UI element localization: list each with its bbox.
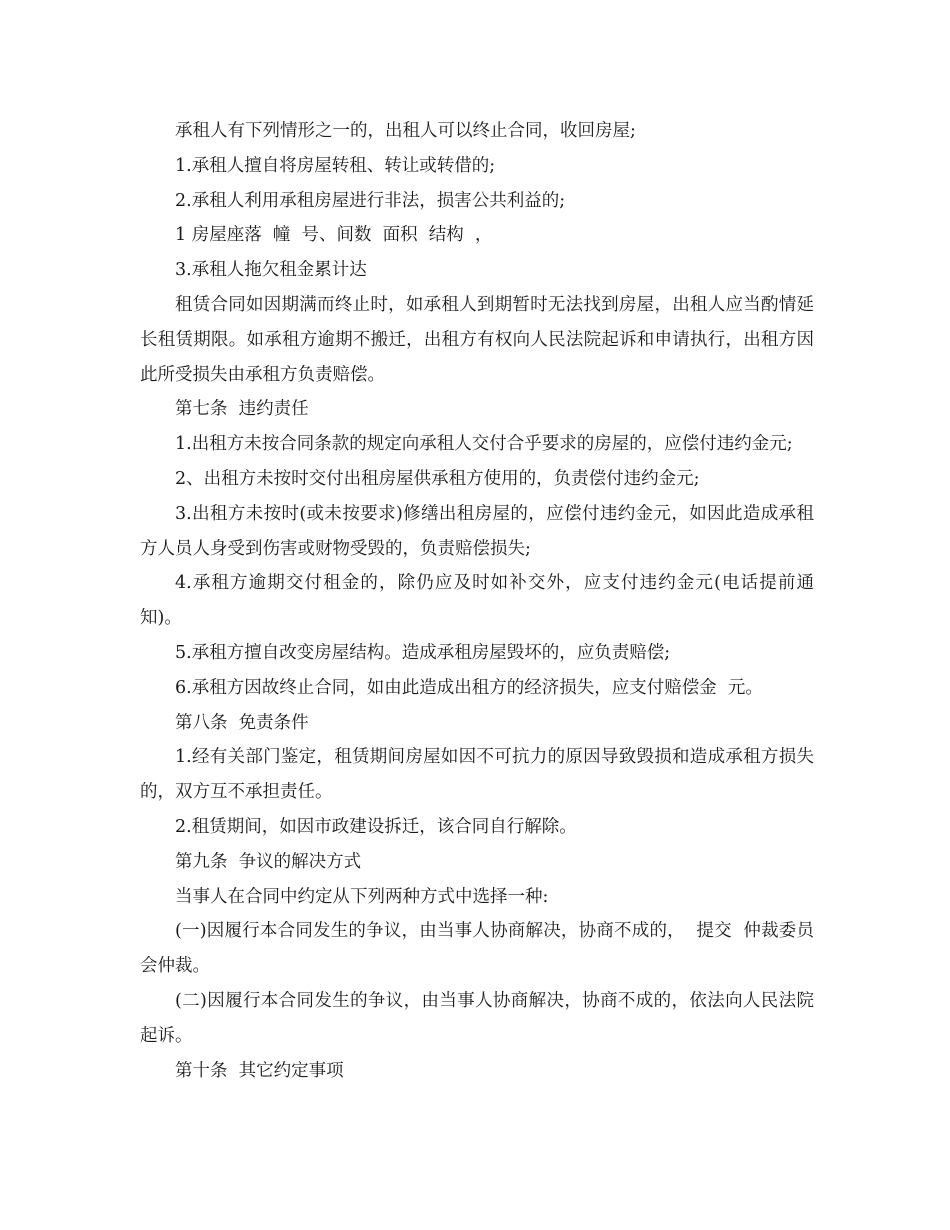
paragraph-breach-1: 1.出租方未按合同条款的规定向承租人交付合乎要求的房屋的，应偿付违约金元; [175,434,793,455]
paragraph-breach-3: 3.出租方未按时(或未按要求)修缮出租房屋的，应偿付违约金元，如因此造成承租方人员人身受到伤害或财物受毁的，负责赔偿损失; [140,503,814,559]
heading-article-8: 第八条 免责条件 [175,712,309,733]
paragraph-dispute-intro: 当事人在合同中约定从下列两种方式中选择一种: [175,886,549,907]
paragraph-house-location: 1 房屋座落 幢 号、间数 面积 结构 ， [175,225,493,246]
paragraph-breach-4: 4.承租方逾期交付租金的，除仍应及时如补交外，应支付违约金元(电话提前通知)。 [140,573,814,629]
heading-article-9: 第九条 争议的解决方式 [175,851,362,872]
paragraph-exemption-2: 2.租赁期间，如因市政建设拆迁，该合同自行解除。 [175,816,577,837]
paragraph-dispute-court: (二)因履行本合同发生的争议，由当事人协商解决，协商不成的，依法向人民法院起诉。 [140,990,814,1046]
paragraph-breach-5: 5.承租方擅自改变房屋结构。造成承租房屋毁坏的，应负责赔偿; [175,642,671,663]
heading-article-7: 第七条 违约责任 [175,399,309,420]
paragraph-breach-6: 6.承租方因故终止合同，如由此造成出租方的经济损失，应支付赔偿金 元。 [175,677,763,698]
paragraph-termination-conditions: 承租人有下列情形之一的，出租人可以终止合同，收回房屋; [175,121,636,141]
heading-article-10: 第十条 其它约定事项 [175,1060,344,1081]
paragraph-breach-2: 2、出租方未按时交付出租房屋供承租方使用的，负责偿付违约金元; [175,468,700,489]
paragraph-exemption-1: 1.经有关部门鉴定，租赁期间房屋如因不可抗力的原因导致毁损和造成承租方损失的，双方互不承担责任。 [140,747,814,803]
paragraph-rent-arrears: 3.承租人拖欠租金累计达 [175,260,367,281]
paragraph-dispute-arbitration: (一)因履行本合同发生的争议，由当事人协商解决，协商不成的， 提交 仲裁委员会仲裁。 [140,921,814,977]
paragraph-illegal-use: 2.承租人利用承租房屋进行非法，损害公共利益的; [175,190,566,211]
paragraph-expiry-extension: 租赁合同如因期满而终止时，如承租人到期暂时无法找到房屋，出租人应当酌情延长租赁期限。如承租方逾期不搬迁，出租方有权向人民法院起诉和申请执行，出租方因此所受损失由承租方负责赔偿。 [140,294,814,385]
paragraph-sublet: 1.承租人擅自将房屋转租、转让或转借的; [175,155,496,176]
